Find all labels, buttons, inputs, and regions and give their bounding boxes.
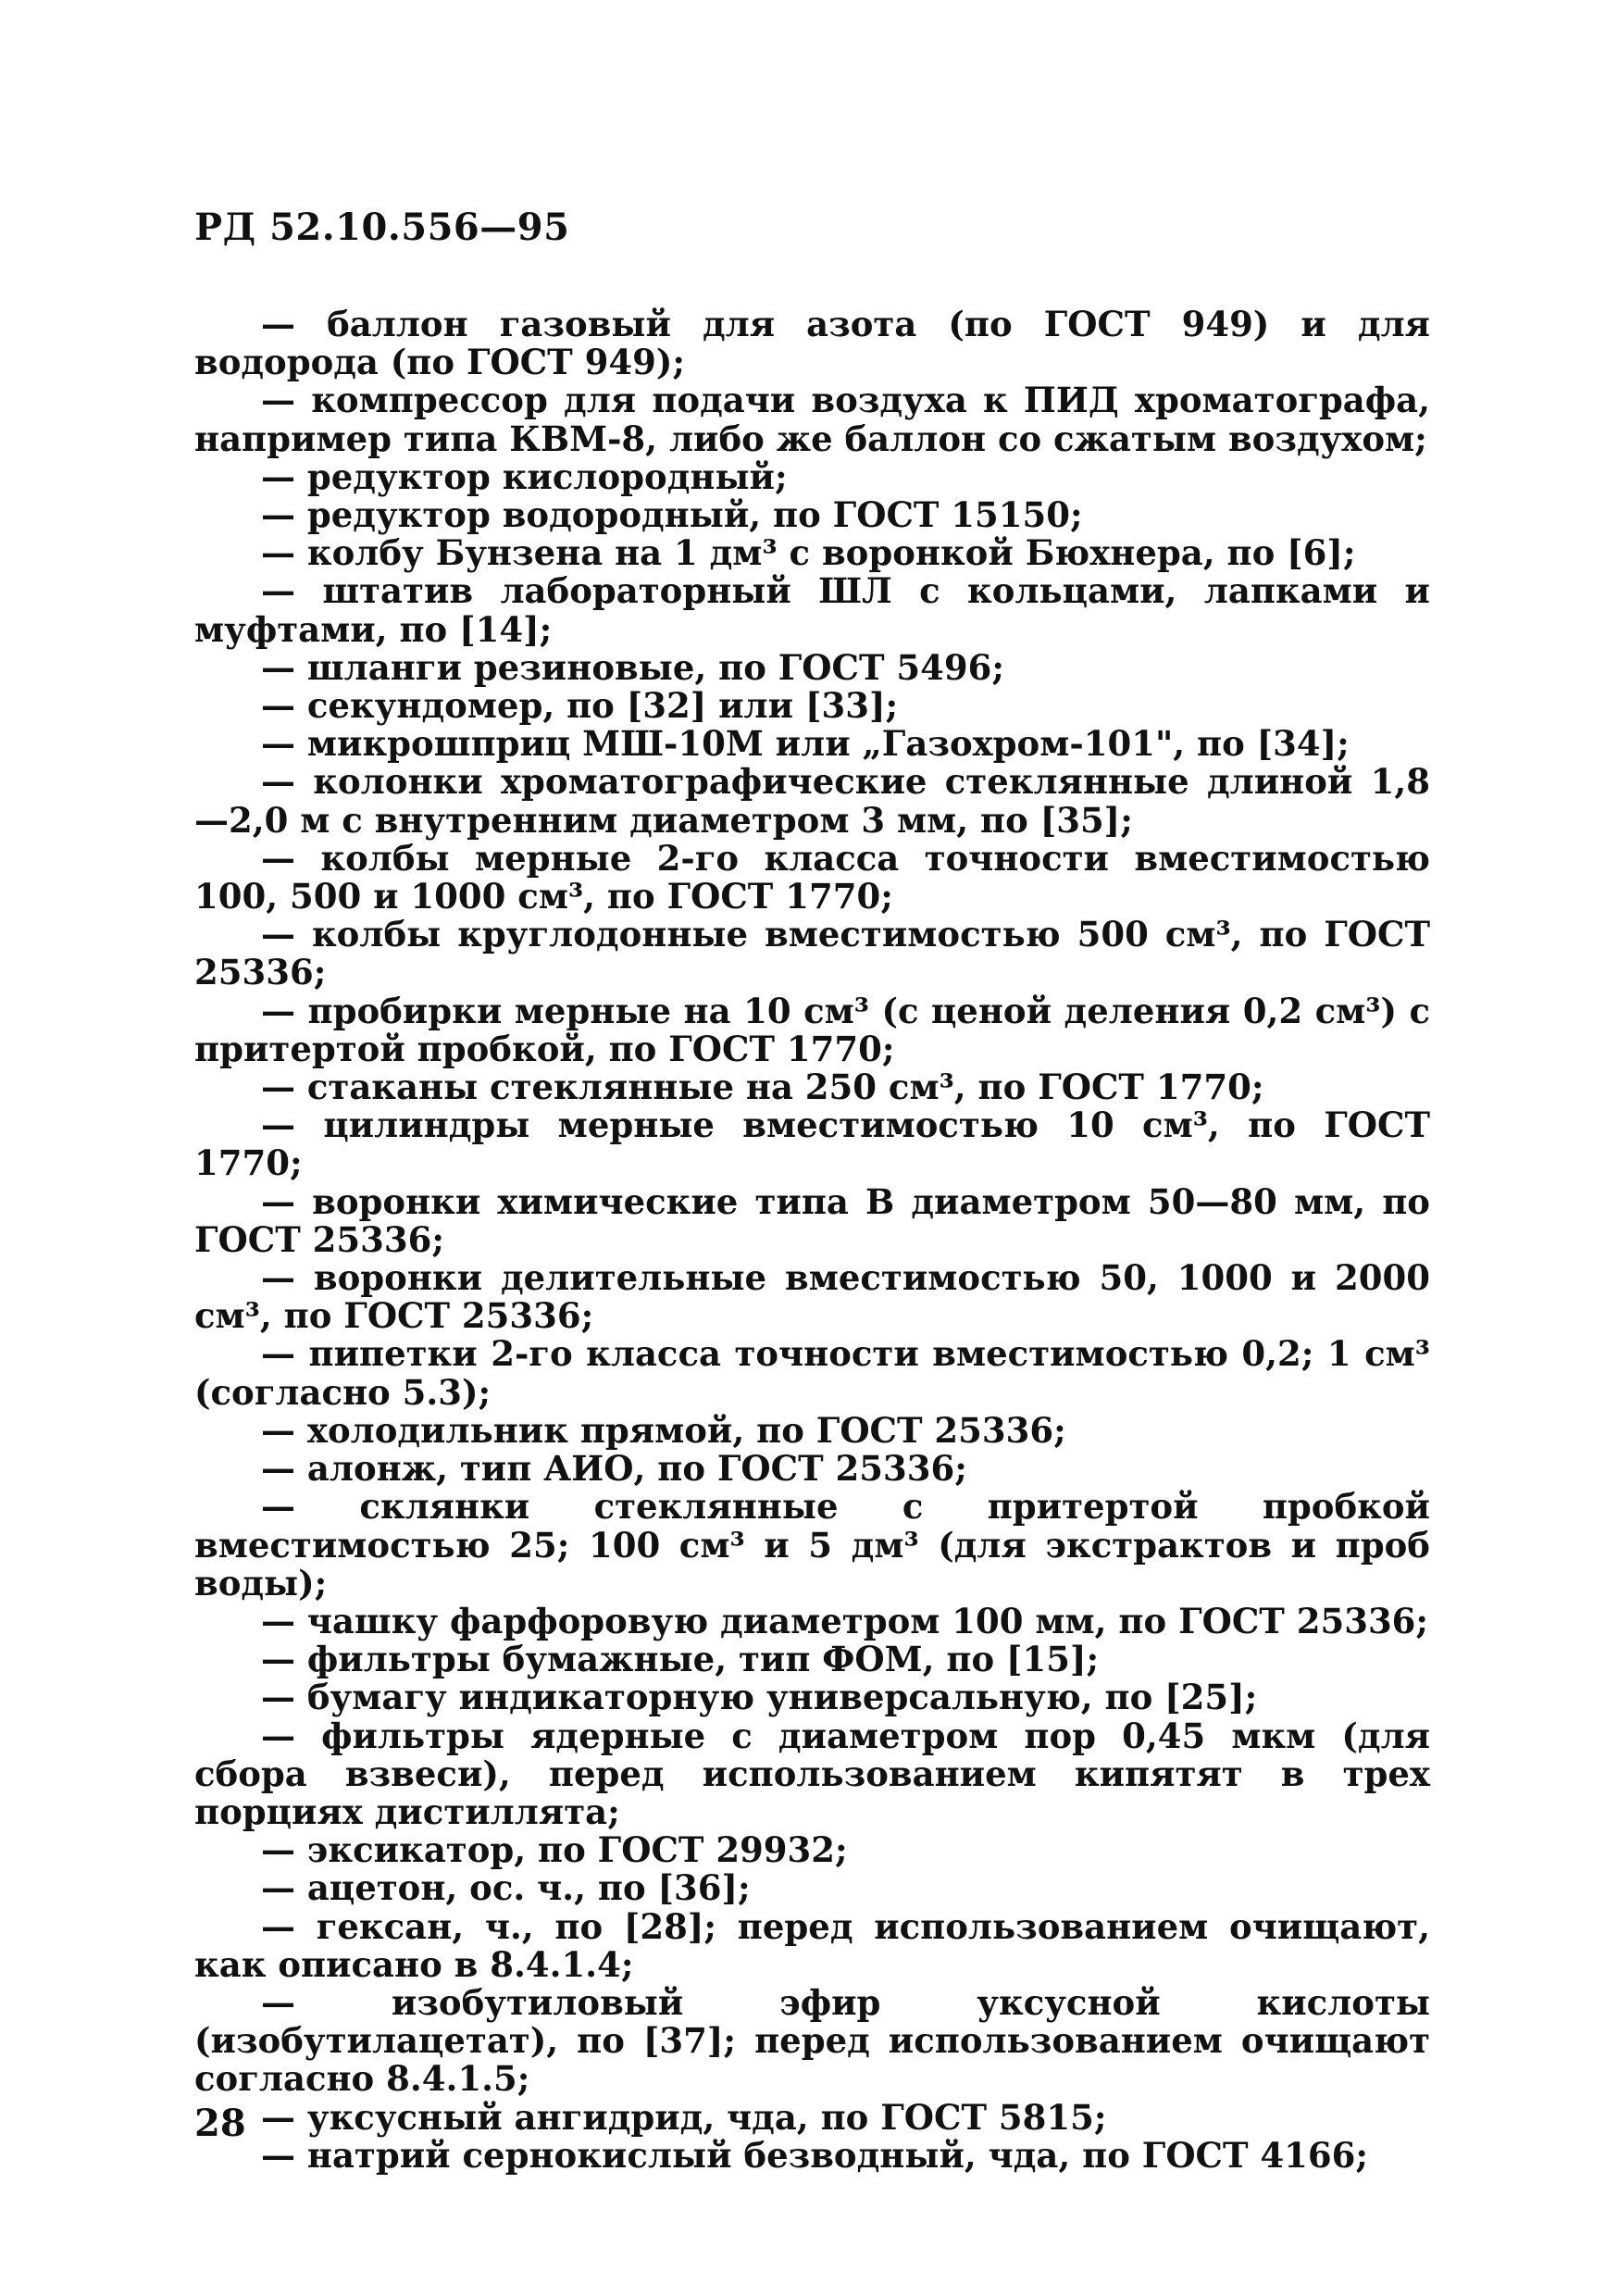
page-number: 28 [194,2102,246,2145]
list-item: — чашку фарфоровую диаметром 100 мм, по ГОСТ 25336; [261,1600,1429,1641]
document-code-header: РД 52.10.556—95 [194,206,570,249]
list-item: — воронки химические типа В диаметром 50—80 мм, по ГОСТ 25336; [194,1180,1430,1260]
list-item: — ацетон, ос. ч., по [36]; [261,1867,751,1909]
list-item: — натрий сернокислый безводный, чда, по ГОСТ 4166; [261,2134,1369,2176]
list-item: — баллон газовый для азота (по ГОСТ 949) и для водорода (по ГОСТ 949); [194,304,1430,383]
list-item: — редуктор водородный, по ГОСТ 15150; [261,494,1083,536]
list-item: — пипетки 2-го класса точности вместимостью 0,2; 1 см³ (согласно 5.3); [194,1333,1430,1413]
list-item: — воронки делительные вместимостью 50, 1000 и 2000 см³, по ГОСТ 25336; [194,1257,1430,1337]
list-item: — алонж, тип АИО, по ГОСТ 25336; [261,1448,967,1490]
list-item: — редуктор кислородный; [261,455,788,497]
list-item: — колбу Бунзена на 1 дм³ с воронкой Бюхнера, по [6]; [261,532,1356,574]
list-item: — компрессор для подачи воздуха к ПИД хроматографа, например типа КВМ-8, либо же баллон со сжатым воздухом; [194,380,1430,459]
list-item: — склянки стеклянные с притертой пробкой вместимостью 25; 100 см³ и 5 дм³ (для экстрактов и проб воды); [194,1486,1430,1603]
list-item: — эксикатор, по ГОСТ 29932; [261,1829,848,1871]
list-item: — штатив лабораторный ШЛ с кольцами, лапками и муфтами, по [14]; [194,570,1430,650]
list-item: — цилиндры мерные вместимостью 10 см³, по ГОСТ 1770; [194,1104,1430,1184]
list-item: — фильтры ядерные с диаметром пор 0,45 мкм (для сбора взвеси), перед использованием кипятят в трех порциях дистиллята; [194,1715,1430,1832]
list-item: — пробирки мерные на 10 см³ (с ценой деления 0,2 см³) с притертой пробкой, по ГОСТ 1770; [194,990,1430,1069]
equipment-list [194,306,1430,2175]
list-item: — изобутиловый эфир уксусной кислоты (изобутилацетат), по [37]; перед использованием очищают согласно 8.4.1.5; [194,1981,1430,2100]
list-item: — микрошприц МШ-10М или „Газохром-101", по [34]; [261,723,1350,765]
list-item: — секундомер, по [32] или [33]; [261,685,899,727]
list-item: — фильтры бумажные, тип ФОМ, по [15]; [261,1639,1100,1680]
list-item: — холодильник прямой, по ГОСТ 25336; [261,1409,1066,1451]
list-item: — уксусный ангидрид, чда, по ГОСТ 5815; [261,2096,1107,2138]
list-item: — стаканы стеклянные на 250 см³, по ГОСТ 1770; [261,1067,1264,1108]
list-item: — бумагу индикаторную универсальную, по [25]; [261,1677,1258,1718]
list-item: — колонки хроматографические стеклянные длиной 1,8—2,0 м с внутренним диаметром 3 мм, по [35]; [194,761,1430,841]
list-item: — колбы мерные 2-го класса точности вместимостью 100, 500 и 1000 см³, по ГОСТ 1770; [194,837,1430,917]
list-item: — гексан, ч., по [28]; перед использованием очищают, как описано в 8.4.1.4; [194,1905,1430,1985]
list-item: — шланги резиновые, по ГОСТ 5496; [261,646,1005,688]
list-item: — колбы круглодонные вместимостью 500 см³, по ГОСТ 25336; [194,914,1430,993]
